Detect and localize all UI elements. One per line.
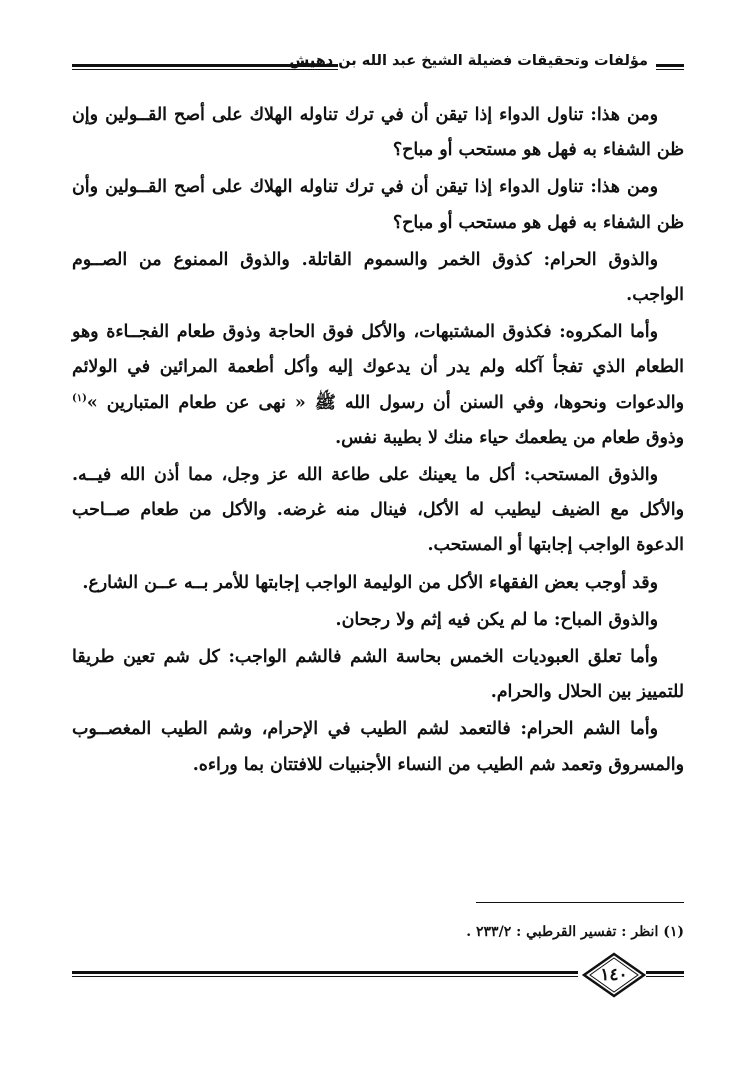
page-footer [72, 950, 684, 1002]
body-text [72, 98, 684, 785]
footnote [466, 924, 684, 940]
footnote-text: انظر : تفسير القرطبي : ٢٣٣/٢ . [466, 924, 659, 940]
paragraph-6: وقد أوجب بعض الفقهاء الأكل من الوليمة الواجب إجابتها للأمر بــه عــن الشارع. [82, 572, 658, 593]
paragraph-2: ومن هذا: تناول الدواء إذا تيقن أن في ترك تناوله الهلاك على أصح القــولين وأن ظن الشفاء به فهل هو مستحب أو مباح؟ [72, 177, 684, 233]
paragraph-9: وأما الشم الحرام: فالتعمد لشم الطيب في الإحرام، وشم الطيب المغصــوب والمسروق وتعمد شم الطيب من النساء الأجنبيات للافتتان بما وراءه. [72, 719, 684, 775]
paragraph-3: والذوق الحرام: كذوق الخمر والسموم القاتلة. والذوق الممنوع من الصــوم الواجب. [72, 249, 684, 306]
paragraph-7: والذوق المباح: ما لم يكن فيه إثم ولا رجحان. [335, 609, 658, 630]
paragraph-4-tail: وذوق طعام من يطعمك حياء منك لا بطيبة نفس. [335, 427, 684, 448]
footer-rule-left [72, 971, 578, 977]
page-number: ١٤٠ [600, 965, 628, 985]
footnote-ref[interactable]: (١) [72, 392, 87, 404]
paragraph-4 [72, 315, 684, 456]
paragraph-1: ومن هذا: تناول الدواء إذا تيقن أن في ترك تناوله الهلاك على أصح القــولين وإن ظن الشفاء به فهل هو مستحب أو مباح؟ [72, 105, 684, 161]
footer-rule-right [646, 971, 684, 977]
footnote-separator [476, 902, 684, 903]
footnote-number: (١) [663, 924, 684, 940]
header-rule-right [656, 64, 684, 70]
running-header [72, 52, 684, 82]
paragraph-5: والذوق المستحب: أكل ما يعينك على طاعة الله عز وجل، مما أذن الله فيــه. والأكل مع الضيف ليطيب له الأكل، فينال منه غرضه. والأكل من طعام صــاحب الدعوة الواجب إجابتها أو المستحب. [72, 465, 684, 556]
paragraph-8: وأما تعلق العبوديات الخمس بحاسة الشم فالشم الواجب: كل شم تعين طريقا للتمييز بين الحلال والحرام. [72, 647, 684, 703]
header-title: مؤلفات وتحقيقات فضيلة الشيخ عبد الله بن دهيش [289, 53, 648, 69]
paragraph-4-text: وأما المكروه: فكذوق المشتبهات، والأكل فوق الحاجة وذوق طعام الفجــاءة وهو الطعام الذي تفجأ آكله ولم يدر أن يدعوك إليه وأكل أطعمة المرائين في الولائم والدعوات ونحوها، وفي السنن أن رسول الله ﷺ « نهى عن طعام المتبارين » [72, 322, 684, 413]
